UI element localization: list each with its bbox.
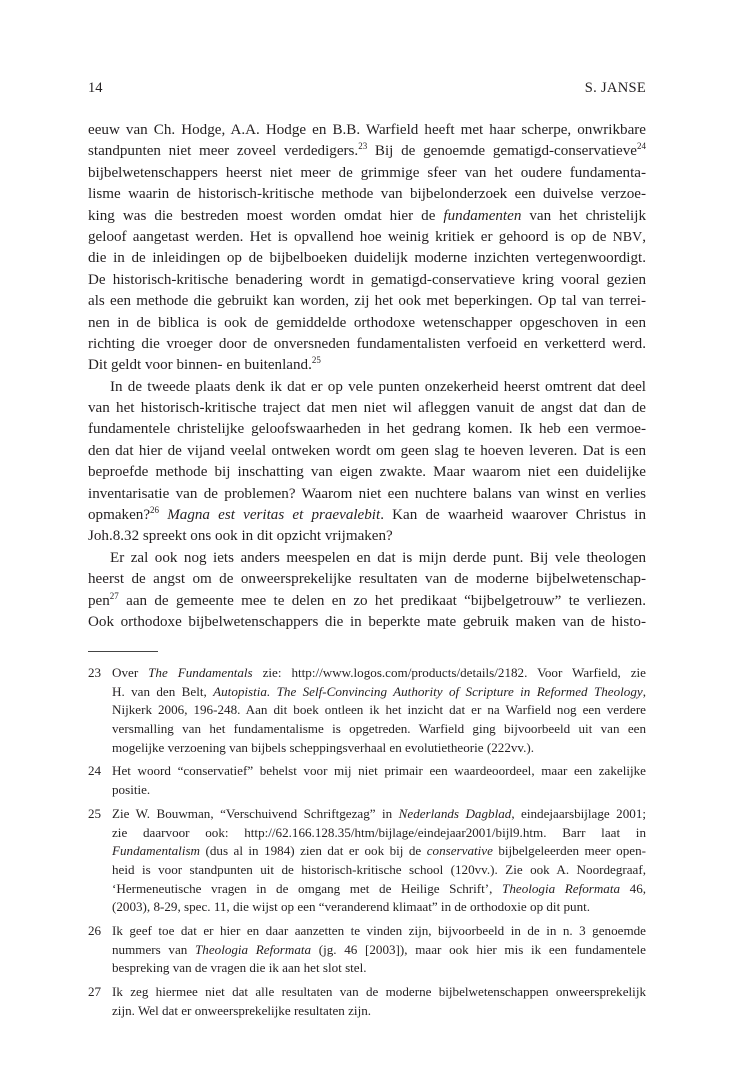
italic-term: fundamenten xyxy=(443,207,522,224)
footnote-line xyxy=(112,842,646,861)
text-span: lisme waarin de historisch-kritische methode van bijbelonderzoek een duivelse verzoe- xyxy=(88,186,646,203)
text-line xyxy=(88,291,646,312)
text-span: van het historisch-kritische traject dat men niet wil afleggen vanuit de angst dat dan de xyxy=(88,400,646,417)
text-line xyxy=(88,141,646,162)
text-span: , xyxy=(642,683,646,699)
text-span: nummers van xyxy=(112,941,195,957)
text-span: als een methode die gebruikt kan worden, zij het ook met beperkingen. Op tal van terrei- xyxy=(88,293,646,310)
latin-quote: Magna est veritas et praevalebit xyxy=(167,507,381,524)
footnote-25 xyxy=(88,805,646,917)
text-span: , xyxy=(642,228,646,245)
text-span: (dus al in 1984) zien dat er ook bij de xyxy=(200,843,427,859)
text-line xyxy=(88,334,646,355)
footnote-line xyxy=(112,664,646,683)
text-span: Ik geef toe dat er hier en daar aanzetten te vinden zijn, bijvoorbeeld in de in n. 3 genoemde xyxy=(112,922,646,938)
text-span: fundamentele christelijke geloofswaarheden in het gedrang komen. Ik heb een vermoe- xyxy=(88,421,646,438)
footnote-divider xyxy=(88,651,158,652)
text-span: H. van den Belt, xyxy=(112,683,214,699)
text-span: aan de gemeente mee te delen en zo het predikaat “bijbelgetrouw” te verliezen. xyxy=(118,592,646,609)
footnote-line xyxy=(112,941,646,960)
text-span: Nijkerk 2006, 196-248. Aan dit boek ontleen ik het inzicht dat er na Warfield nog een verdere xyxy=(112,702,646,718)
text-line xyxy=(88,419,646,440)
text-span: nen in de biblica is ook de gemiddelde orthodoxe wetenschapper opgeschoven in een xyxy=(88,314,646,331)
paragraph-1 xyxy=(88,120,646,377)
footnote-line xyxy=(112,762,646,781)
italic-title: Nederlands Dagblad xyxy=(398,805,512,821)
footnote-line xyxy=(112,861,646,880)
text-span: , eindejaarsbijlage 2001; xyxy=(511,805,647,821)
text-span: heerst de angst om de onweersprekelijke resultaten van de moderne bijbelwetenschap- xyxy=(88,571,646,588)
italic-title: Theologia Reformata xyxy=(195,941,312,957)
footnote-ref-23[interactable]: 23 xyxy=(358,141,368,152)
footnote-ref-24[interactable]: 24 xyxy=(637,141,646,152)
paragraph-3 xyxy=(88,548,646,634)
footnote-27 xyxy=(88,983,646,1020)
text-span: inventarisatie van de problemen? Waarom niet een nuchtere balans van winst en verlies xyxy=(88,485,646,502)
footnote-26 xyxy=(88,922,646,978)
text-span: In de tweede plaats denk ik dat er op vele punten onzekerheid heerst omtrent dat deel xyxy=(110,378,646,395)
text-span: Joh.8.32 spreekt ons ook in dit opzicht vrijmaken? xyxy=(88,528,393,545)
text-span: pen xyxy=(88,592,110,609)
text-span: Ook orthodoxe bijbelwetenschappers die in beperkte mate gebruik maken van de histo- xyxy=(88,613,646,630)
text-line xyxy=(88,484,646,505)
text-line xyxy=(88,355,646,376)
text-span: versmalling van het fundamentalisme is opgetreden. Warfield ging bijvoorbeeld uit van een xyxy=(112,721,646,737)
text-span: richting die vroeger door de onversneden fundamentalisten verfoeid en verketterd werd. xyxy=(88,335,646,352)
footnote-ref-27[interactable]: 27 xyxy=(109,590,119,601)
text-line xyxy=(88,227,646,248)
text-span: Er zal ook nog iets anders meespelen en dat is mijn derde punt. Bij vele theologen xyxy=(110,549,646,566)
text-span: Bij de genoemde gematigd-conservatieve xyxy=(367,143,637,160)
text-span: bespreking van de vragen die ik aan het slot stel. xyxy=(112,960,367,976)
text-line xyxy=(88,462,646,483)
footnote-line xyxy=(112,805,646,824)
main-text xyxy=(88,120,646,633)
text-line xyxy=(88,163,646,184)
italic-title: Fundamentalism xyxy=(112,843,201,859)
footnote-ref-25[interactable]: 25 xyxy=(311,355,321,366)
text-span: (jg. 46 [2003]), maar ook hier mis ik een fundamentele xyxy=(311,941,646,957)
footnote-number: 25 xyxy=(88,805,102,821)
text-span: die in de inleidingen op de bijbelboeken duidelijk moderne inzichten vertegenwoordigt. xyxy=(88,250,646,267)
text-span: geloof aangetast werden. Het is opvallend hoe weinig kritiek er gehoord is op de xyxy=(88,228,613,245)
footnote-number: 27 xyxy=(88,984,102,999)
text-span: Het woord “conservatief” behelst voor mij niet primair een waardeoordeel, maar een zakelijke xyxy=(112,763,646,779)
text-span: . Kan de waarheid waarover Christus in xyxy=(380,507,646,524)
text-span: zie daarvoor ook: http://62.166.128.35/htm/bijlage/eindejaar2001/bijl9.htm. Barr laat in xyxy=(112,824,646,840)
text-line xyxy=(88,206,646,227)
text-line xyxy=(88,548,646,569)
text-span: king was die bestreden moest worden omdat hier de xyxy=(88,207,444,224)
italic-title: Theologia Reformata xyxy=(502,880,621,896)
footnote-line xyxy=(112,824,646,843)
text-span: van het christelijk xyxy=(521,207,646,224)
footnote-number: 26 xyxy=(88,922,102,938)
footnote-23 xyxy=(88,664,646,757)
italic-title: The Fundamentals xyxy=(148,665,253,680)
footnote-24 xyxy=(88,762,646,799)
text-span: Over xyxy=(112,665,149,680)
text-line xyxy=(88,377,646,398)
text-span: zie: http://www.logos.com/products/details/2182. Voor Warfield, zie xyxy=(252,665,646,680)
footnote-ref-26[interactable]: 26 xyxy=(150,505,160,516)
text-span: Dit geldt voor binnen- en buitenland. xyxy=(88,357,312,374)
text-span: eeuw van Ch. Hodge, A.A. Hodge en B.B. Warfield heeft met haar scherpe, onwrikbare xyxy=(88,122,646,138)
text-line xyxy=(88,270,646,291)
footnote-line xyxy=(112,880,646,899)
text-line xyxy=(88,248,646,269)
text-span: Zie W. Bouwman, “Verschuivend Schriftgezag” in xyxy=(112,805,399,821)
paragraph-2 xyxy=(88,377,646,548)
footnote-line xyxy=(112,739,646,758)
footnote-line xyxy=(112,1002,646,1021)
text-span: positie. xyxy=(112,782,151,798)
footnote-line xyxy=(112,720,646,739)
text-line xyxy=(88,526,646,547)
text-span: standpunten niet meer zoveel verdedigers. xyxy=(88,143,359,160)
text-span: opmaken? xyxy=(88,507,151,524)
italic-title: Autopistia. The Self-Convincing Authority of Scripture in Reformed Theology xyxy=(213,683,643,699)
text-span: heid is voor standpunten uit de historisch-kritische school (120vv.). Zie ook A. Noordegraaf, xyxy=(112,861,646,877)
nbv-abbrev: NBV xyxy=(612,229,643,245)
text-span: ‘Hermeneutische vragen in de omgang met de Heilige Schrift’, xyxy=(112,880,503,896)
footnote-line xyxy=(112,781,646,800)
text-span: De historisch-kritische benadering wordt in gematigd-conservatieve kring vooral gezien xyxy=(88,271,646,288)
text-line xyxy=(88,569,646,590)
footnote-line xyxy=(112,959,646,978)
text-span: beproefde methode bij inschatting van eigen zwakte. Maar waarom niet een duidelijke xyxy=(88,464,646,481)
running-header-author: S. JANSE xyxy=(584,80,646,96)
text-line xyxy=(88,612,646,633)
page-number: 14 xyxy=(88,80,103,96)
footnotes xyxy=(88,664,646,1025)
text-line xyxy=(88,441,646,462)
text-span: den dat hier de vijand veelal ontweken wordt om geen slag te hoeven leveren. Dat is een xyxy=(88,442,646,459)
text-line xyxy=(88,184,646,205)
text-line xyxy=(88,398,646,419)
footnote-line xyxy=(112,683,646,702)
text-span: Ik zeg hiermee niet dat alle resultaten van de moderne bijbelwetenschappen onweersprekelijk xyxy=(112,984,646,999)
footnote-line xyxy=(112,701,646,720)
page xyxy=(88,0,646,1068)
text-span xyxy=(159,507,167,523)
text-line xyxy=(88,505,646,526)
text-line xyxy=(88,591,646,612)
text-line xyxy=(88,120,646,141)
footnote-number: 24 xyxy=(88,763,102,779)
text-span: 46, xyxy=(620,880,647,896)
text-span: (2003), 8-29, spec. 11, die wijst op een “veranderend klimaat” in de orthodoxie op dit punt. xyxy=(112,899,591,915)
text-span: mogelijke verzoening van bijbels scheppingsverhaal en evolutietheorie (222vv.). xyxy=(112,739,535,755)
text-line xyxy=(88,313,646,334)
footnote-line xyxy=(112,898,646,917)
text-span: bijbelwetenschappers heerst niet meer de grimmige sfeer van het oudere fundamenta- xyxy=(88,164,646,181)
footnote-number: 23 xyxy=(88,665,102,680)
text-span: bijbelgeleerden meer open- xyxy=(492,843,646,859)
italic-term: conservative xyxy=(426,843,493,859)
footnote-line xyxy=(112,922,646,941)
text-span: zijn. Wel dat er onweersprekelijke resultaten zijn. xyxy=(112,1002,372,1018)
footnote-line xyxy=(112,983,646,1002)
